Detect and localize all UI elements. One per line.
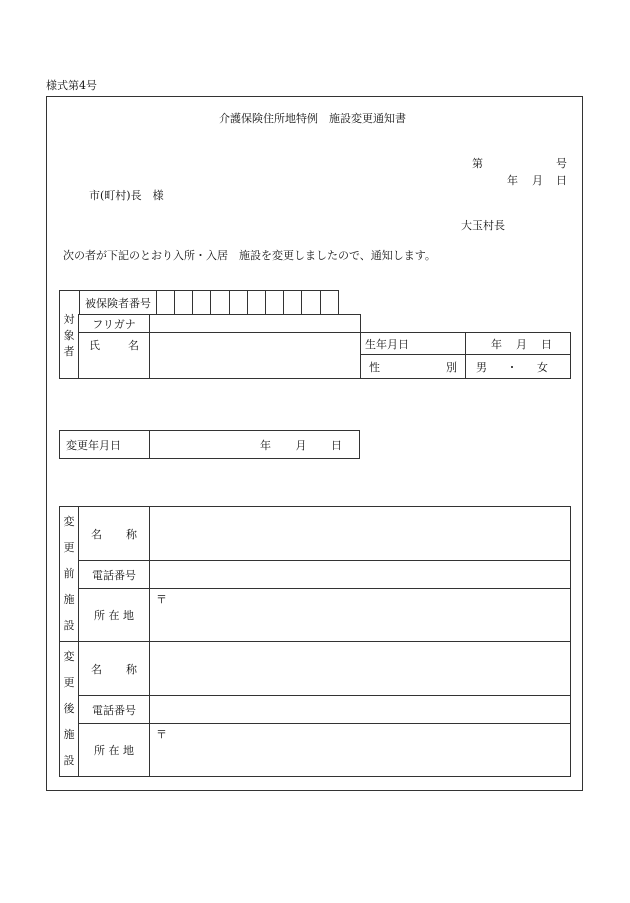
change-date-field[interactable]: 年 月 日 (150, 431, 360, 459)
postal-mark: 〒 (156, 593, 167, 606)
after-facility-address-label: 所 在 地 (79, 724, 150, 777)
after-facility-name-field[interactable] (150, 642, 571, 696)
insured-number-digit[interactable] (156, 291, 174, 315)
doc-no-go: 号 (556, 157, 567, 170)
before-facility-name-label: 名 称 (79, 507, 150, 561)
name-field[interactable] (150, 333, 361, 379)
subject-table (59, 314, 571, 379)
insured-number-digit[interactable] (302, 291, 320, 315)
change-date-table (59, 430, 360, 459)
insured-number-digit[interactable] (284, 291, 302, 315)
doc-date-month: 月 (532, 174, 543, 187)
addressee: 市(町村)長 様 (89, 189, 164, 202)
insured-number-digit[interactable] (193, 291, 211, 315)
before-facility-name-field[interactable] (150, 507, 571, 561)
after-facility-group-label: 変 更 後 施 設 (60, 642, 79, 777)
gender-label: 性 別 (361, 355, 466, 379)
form-number: 様式第4号 (46, 79, 97, 92)
after-facility-name-label: 名 称 (79, 642, 150, 696)
before-facility-phone-field[interactable] (150, 561, 571, 589)
doc-no-dai: 第 (472, 157, 483, 170)
birth-date-label: 生年月日 (361, 333, 466, 355)
doc-date-day: 日 (556, 174, 567, 187)
name-label: 氏 名 (79, 333, 150, 379)
insured-number-digit[interactable] (320, 291, 338, 315)
after-facility-address-field[interactable] (150, 724, 571, 777)
after-facility-phone-label: 電話番号 (79, 696, 150, 724)
after-facility-phone-field[interactable] (150, 696, 571, 724)
facility-table (59, 506, 571, 777)
insured-number-label: 被保険者番号 (80, 291, 156, 315)
furigana-field[interactable] (150, 315, 361, 333)
insured-number-digit[interactable] (229, 291, 247, 315)
insured-number-digit[interactable] (265, 291, 283, 315)
before-facility-address-field[interactable] (150, 589, 571, 642)
before-facility-group-label: 変 更 前 施 設 (60, 507, 79, 642)
insured-number-digit[interactable] (247, 291, 265, 315)
issuer: 大玉村長 (461, 219, 505, 232)
furigana-label: フリガナ (79, 315, 150, 333)
gender-female[interactable]: 女 (537, 360, 548, 374)
change-date-label: 変更年月日 (60, 431, 150, 459)
page-title: 介護保険住所地特例 施設変更通知書 (219, 112, 406, 125)
subject-group-label: 対 象 者 (60, 315, 79, 379)
before-facility-phone-label: 電話番号 (79, 561, 150, 589)
doc-date-year: 年 (507, 174, 518, 187)
gender-field[interactable] (466, 355, 571, 379)
intro-text: 次の者が下記のとおり入所・入居 施設を変更しましたので、通知します。 (63, 249, 436, 262)
insured-number-digit[interactable] (174, 291, 192, 315)
gender-male[interactable]: 男 (476, 360, 487, 374)
before-facility-address-label: 所 在 地 (79, 589, 150, 642)
postal-mark: 〒 (156, 728, 167, 741)
gender-separator: ・ (506, 360, 518, 374)
insured-number-table (59, 290, 339, 315)
birth-date-field[interactable]: 年 月 日 (466, 333, 571, 355)
insured-number-digit[interactable] (211, 291, 229, 315)
